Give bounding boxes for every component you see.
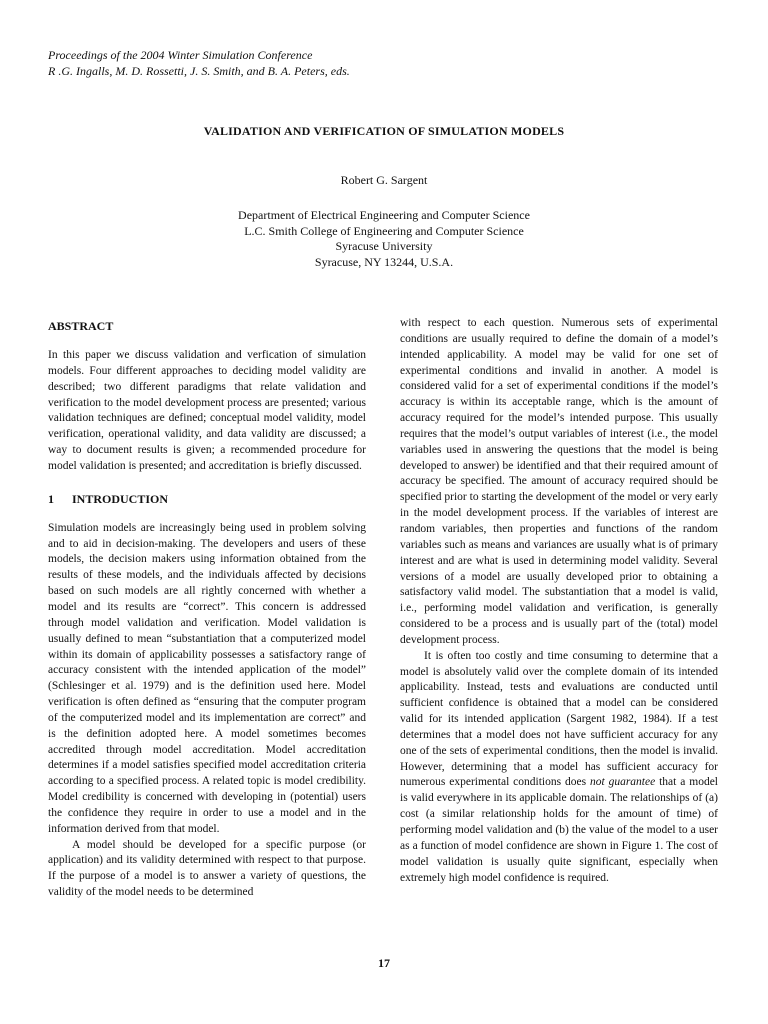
paper-title: VALIDATION AND VERIFICATION OF SIMULATION MODELS (203, 124, 565, 138)
abstract-heading: ABSTRACT (48, 319, 114, 333)
section-title: INTRODUCTION (72, 491, 169, 506)
paragraph-text: It is often too costly and time consuming to determine that a model is absolutely valid over the complete domain of its intended applicability. Instead, tests and evaluations are conducted until sufficient confidence is obtained that a model can be considered valid for its intended application (Sargent 1982, 1984). If a test determines that a model does not have sufficient accuracy for any one of the sets of experimental conditions, then the model is invalid. However, determining that a model has sufficient accuracy for numerous experimental conditions does (400, 649, 718, 789)
affiliation-university: Syracuse University (335, 239, 433, 253)
introduction-heading (48, 491, 366, 507)
proceedings-editors: R .G. Ingalls, M. D. Rossetti, J. S. Smith, and B. A. Peters, eds. (48, 64, 350, 78)
proceedings-title: Proceedings of the 2004 Winter Simulation Conference (48, 48, 313, 62)
paragraph-text: that a model is valid everywhere in its applicable domain. The relationships of (a) cost (a similar relationship holds for the amount of time) of performing model validation and (b) the value of the model to a user as a function of model confidence are shown in Figure 1. The cost of model validation is usually quite significant, especially when extremely high model confidence is required. (400, 776, 719, 884)
introduction-paragraph-3: with respect to each question. Numerous sets of experimental conditions are usually required to define the domain of a model’s intended applicability. A model may be valid for one set of experimental conditions and invalid in another. A model is considered valid for a set of experimental conditions if the model’s accuracy is within its acceptable range, which is the amount of accuracy required for the model’s intended purpose. This usually requires that the model’s output variables of interest (i.e., the model variables used in answering the questions that the model is being developed to answer) be identified and that their required amount of accuracy be specified. The amount of accuracy required should be specified prior to starting the development of the model or very early in the model development process. If the variables of interest are random variables, then properties and functions of the random variables such as means and variances are usually what is of primary interest and are what is used in determining model validity. Several versions of a model are usually developed prior to obtaining a satisfactory valid model. The substantiation that a model is valid, i.e., performing model validation and verification, is generally considered to be a process and is usually part of the (total) model development process. (400, 317, 718, 646)
author-name: Robert G. Sargent (340, 173, 428, 187)
affiliation-department: Department of Electrical Engineering and Computer Science (238, 208, 530, 222)
author-affiliation (0, 208, 768, 270)
page-number: 17 (378, 956, 390, 970)
affiliation-address: Syracuse, NY 13244, U.S.A. (314, 254, 454, 269)
emphasized-text: not guarantee (589, 776, 656, 789)
left-column (48, 318, 366, 901)
introduction-paragraph-4 (400, 649, 718, 887)
section-number: 1 (48, 491, 54, 506)
introduction-paragraph-2: A model should be developed for a specific purpose (or application) and its validity determined with respect to that purpose. If the purpose of a model is to answer a variety of questions, the validity of the model needs to be determined (48, 838, 366, 899)
right-column (400, 316, 718, 886)
introduction-paragraph-1: Simulation models are increasingly being used in problem solving and to aid in decision-making. The developers and users of these models, the decision makers using information obtained from the results of these models, and the individuals affected by decisions based on such models are all rightly concerned with whether a model and its results are “correct”. This concern is addressed through model validation and verification. Model validation is usually defined to mean “substantiation that a computerized model within its domain of applicability possesses a satisfactory range of accuracy consistent with the intended application of the model” (Schlesinger et al. 1979) and is the definition used here. Model verification is often defined as “ensuring that the computer program of the computerized model and its implementation are correct” and is the definition adopted here. A model sometimes becomes accredited through model accreditation. Model accreditation determines if a model satisfies specified model accreditation criteria according to a specified process. A related topic is model credibility. Model credibility is concerned with developing in (potential) users the confidence they require in order to use a model and in the information derived from that model. (48, 521, 366, 835)
proceedings-header (48, 47, 648, 79)
abstract-text: In this paper we discuss validation and verfication of simulation models. Four different approaches to deciding model validity are described; two different paradigms that relate validation and verification to the model development process are presented; various validation techniques are defined; conceptual model validity, model verification, operational validity, and data validity are discussed; a way to document results is given; a recommended procedure for model validation is presented; and accreditation is briefly discussed. (48, 349, 366, 472)
affiliation-college: L.C. Smith College of Engineering and Computer Science (244, 223, 524, 238)
